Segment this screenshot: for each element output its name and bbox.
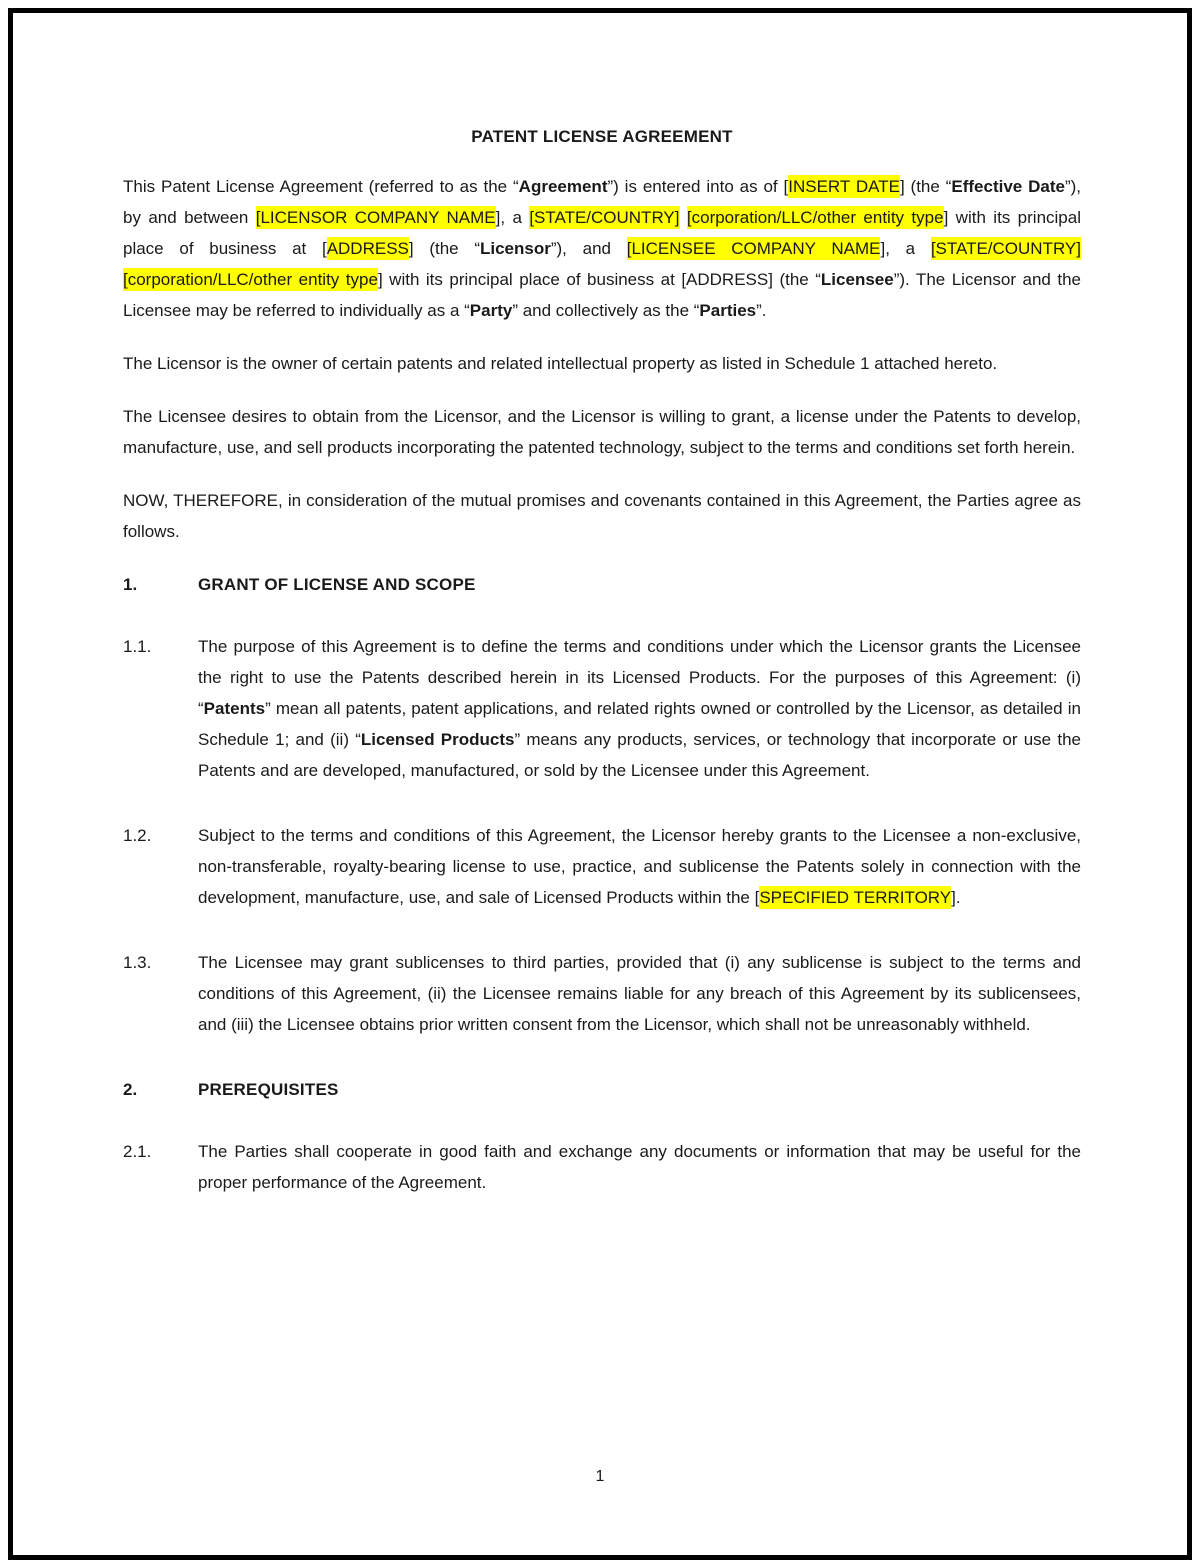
highlighted-placeholder: ADDRESS (326, 239, 409, 258)
clause-text (198, 1074, 1081, 1105)
text-run: ], a (880, 239, 931, 258)
page-number: 1 (595, 1468, 605, 1485)
clause-text (198, 569, 1081, 600)
paragraph (123, 401, 1081, 463)
text-run (680, 208, 687, 227)
clause-text (123, 401, 1081, 463)
text-run: NOW, THEREFORE, in consideration of the mutual promises and covenants contained in this Agreement, the Parties agree as follows. (123, 491, 1081, 541)
text-run: ] with its principal place of business at [ (123, 208, 1081, 258)
text-run: The purpose of this Agreement is to define the terms and conditions under which the Licensor grants the Licensee the right to use the Patents described herein in its Licensed Products. For the purposes of this Agreement: (i) “ (198, 637, 1081, 718)
clause-text (198, 947, 1081, 1040)
defined-term: Effective Date (951, 177, 1065, 196)
paragraph (123, 348, 1081, 379)
text-run: The Licensee desires to obtain from the Licensor, and the Licensor is willing to grant, a license under the Patents to develop, manufacture, use, and sell products incorporating the patented technology, subject to the terms and conditions set forth herein. (123, 407, 1081, 457)
text-run: ” and collectively as the “ (512, 301, 700, 320)
text-run: ”), by and between (123, 177, 1082, 227)
highlighted-placeholder: [corporation/LLC/other entity type (686, 208, 944, 227)
section-number: 1. (123, 575, 138, 594)
text-run: Subject to the terms and conditions of this Agreement, the Licensor hereby grants to the Licensee a non-exclusive, non-transferable, royalty-bearing license to use, practice, and sublicense the Patents solely in connection with the development, manufacture, use, and sale of Licensed Products within the [ (198, 826, 1081, 907)
section-number: 2. (123, 1080, 138, 1099)
clause-text (198, 1136, 1081, 1198)
clause-text (123, 348, 1081, 379)
page-border (8, 8, 1192, 1560)
text-run: ”) is entered into as of [ (607, 177, 789, 196)
document-body (123, 171, 1081, 1198)
text-run: ] with its principal place of business at [ADDRESS] (the “ (377, 270, 821, 289)
highlighted-placeholder: [LICENSOR COMPANY NAME (255, 208, 496, 227)
text-run: ]. (951, 888, 961, 907)
text-run: ], a (495, 208, 530, 227)
paragraph (123, 485, 1081, 547)
section-number: 1.1. (123, 637, 152, 656)
numbered-clause (123, 820, 1081, 913)
section-heading (123, 1074, 1081, 1105)
text-run: GRANT OF LICENSE AND SCOPE (198, 575, 476, 594)
defined-term: Agreement (518, 177, 608, 196)
defined-term: Patents (203, 699, 266, 718)
text-run: ” mean all patents, patent applications, and related rights owned or controlled by the Licensor, as detailed in Schedule 1; and (ii) “ (198, 699, 1081, 749)
clause-text (123, 485, 1081, 547)
paragraph (123, 171, 1081, 326)
text-run: The Parties shall cooperate in good faith and exchange any documents or information that may be useful for the proper performance of the Agreement. (198, 1142, 1081, 1192)
highlighted-placeholder: INSERT DATE (788, 177, 900, 196)
text-run: ”), and (550, 239, 627, 258)
page-content (13, 13, 1187, 1198)
highlighted-placeholder: [corporation/LLC/other entity type (123, 270, 378, 289)
clause-text (123, 171, 1081, 326)
document-title: PATENT LICENSE AGREEMENT (471, 127, 733, 146)
text-run: ” means any products, services, or technology that incorporate or use the Patents and are developed, manufactured, or sold by the Licensee under this Agreement. (198, 730, 1081, 780)
text-run: The Licensee may grant sublicenses to third parties, provided that (i) any sublicense is subject to the terms and conditions of this Agreement, (ii) the Licensee remains liable for any breach of this Agreement by its sublicensees, and (iii) the Licensee obtains prior written consent from the Licensor, which shall not be unreasonably withheld. (198, 953, 1081, 1034)
section-number: 1.3. (123, 953, 152, 972)
text-run: This Patent License Agreement (referred to as the “ (123, 177, 519, 196)
numbered-clause (123, 1136, 1081, 1198)
section-number: 2.1. (123, 1142, 152, 1161)
text-run: ”). The Licensor and the Licensee may be referred to individually as a “ (123, 270, 1081, 320)
text-run: ] (the “ (899, 177, 952, 196)
text-run: The Licensor is the owner of certain patents and related intellectual property as listed in Schedule 1 attached hereto. (123, 354, 998, 373)
section-heading (123, 569, 1081, 600)
clause-text (198, 631, 1081, 786)
numbered-clause (123, 631, 1081, 786)
highlighted-placeholder: [LICENSEE COMPANY NAME (626, 239, 881, 258)
defined-term: Licensee (820, 270, 894, 289)
defined-term: Licensed Products (360, 730, 515, 749)
highlighted-placeholder: [STATE/COUNTRY] (529, 208, 680, 227)
defined-term: Party (469, 301, 513, 320)
clause-text (198, 820, 1081, 913)
highlighted-placeholder: SPECIFIED TERRITORY (759, 888, 952, 907)
defined-term: Parties (699, 301, 757, 320)
defined-term: Licensor (480, 239, 551, 258)
text-run: PREREQUISITES (198, 1080, 339, 1099)
text-run: ] (the “ (408, 239, 480, 258)
section-number: 1.2. (123, 826, 152, 845)
text-run: ”. (756, 301, 767, 320)
numbered-clause (123, 947, 1081, 1040)
highlighted-placeholder: [STATE/COUNTRY] (930, 239, 1081, 258)
